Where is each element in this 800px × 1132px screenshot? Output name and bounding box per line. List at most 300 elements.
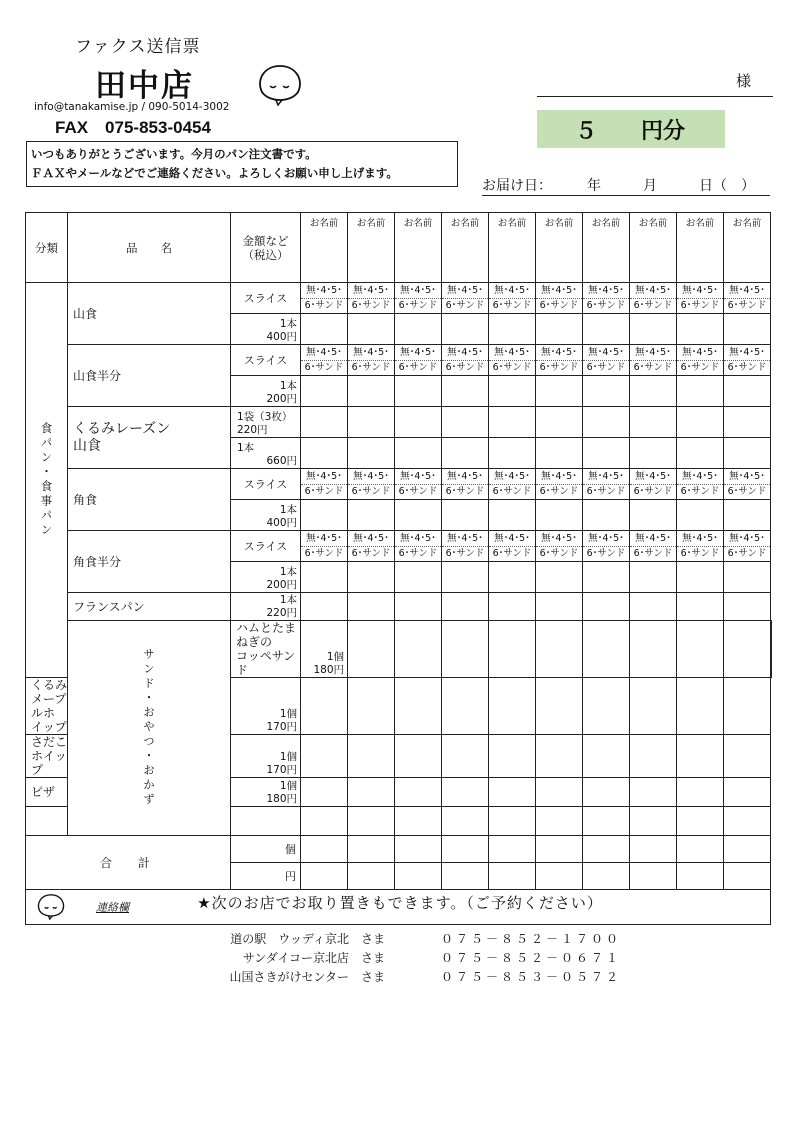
slice-option-cell[interactable] — [301, 283, 348, 314]
option-text-top: 無･4･5･ — [301, 532, 347, 547]
customer-name-header[interactable]: お名前 — [442, 213, 489, 283]
table-row — [26, 621, 772, 678]
order-cell[interactable] — [771, 621, 772, 678]
order-cell[interactable] — [583, 376, 630, 407]
order-cell[interactable] — [677, 376, 724, 407]
order-cell[interactable] — [724, 807, 771, 836]
option-text-top: 無･4･5･ — [489, 532, 535, 547]
order-cell[interactable] — [348, 863, 395, 890]
order-cell[interactable] — [630, 376, 677, 407]
order-cell[interactable] — [677, 407, 724, 438]
price-label: 220円 — [266, 607, 297, 619]
order-cell[interactable] — [301, 863, 348, 890]
order-cell[interactable] — [536, 778, 583, 807]
order-cell[interactable] — [724, 438, 771, 469]
slice-option-cell[interactable] — [395, 469, 442, 500]
order-cell[interactable] — [630, 621, 677, 678]
order-cell[interactable] — [489, 593, 536, 621]
order-cell[interactable] — [536, 407, 583, 438]
order-cell[interactable] — [536, 863, 583, 890]
option-text-bottom: 6･サンド — [445, 485, 485, 497]
option-text-bottom: 6･サンド — [445, 547, 485, 559]
option-text-top: 無･4･5･ — [348, 532, 394, 547]
table-row — [26, 213, 772, 283]
order-cell[interactable] — [301, 593, 348, 621]
order-cell[interactable] — [724, 500, 771, 531]
order-cell[interactable] — [677, 621, 724, 678]
order-cell[interactable] — [442, 562, 489, 593]
order-cell[interactable] — [583, 562, 630, 593]
slice-label: スライス — [231, 531, 301, 562]
customer-name-header[interactable]: お名前 — [724, 213, 771, 283]
order-cell[interactable] — [348, 500, 395, 531]
price-cell — [231, 407, 301, 438]
option-text-bottom: 6･サンド — [539, 547, 579, 559]
order-cell[interactable] — [677, 562, 724, 593]
store-phone: ０７５－８５２－１７００ — [441, 932, 622, 946]
order-cell[interactable] — [677, 778, 724, 807]
slice-option-cell[interactable] — [489, 531, 536, 562]
total-count-cell[interactable] — [630, 836, 677, 863]
option-text-bottom: 6･サンド — [680, 485, 720, 497]
unit-label: 1袋（3枚） — [237, 411, 293, 423]
order-cell[interactable] — [489, 500, 536, 531]
order-cell[interactable] — [489, 621, 536, 678]
option-text-bottom: 6･サンド — [351, 361, 391, 373]
order-cell[interactable] — [348, 376, 395, 407]
order-cell[interactable] — [677, 735, 724, 778]
option-text-bottom: 6･サンド — [351, 547, 391, 559]
order-cell[interactable] — [348, 807, 395, 836]
option-text-top: 無･4･5･ — [724, 346, 770, 361]
total-count-cell[interactable] — [395, 836, 442, 863]
option-text-top: 無･4･5･ — [348, 346, 394, 361]
order-cell[interactable] — [301, 407, 348, 438]
order-cell[interactable] — [536, 678, 583, 735]
slice-option-cell[interactable] — [677, 283, 724, 314]
order-cell[interactable] — [348, 621, 395, 678]
price-header: 金額など （税込） — [231, 213, 301, 283]
order-cell[interactable] — [677, 807, 724, 836]
slice-option-cell[interactable] — [536, 531, 583, 562]
order-cell[interactable] — [442, 863, 489, 890]
order-cell[interactable] — [536, 500, 583, 531]
unit-label: 1個 — [279, 780, 297, 792]
price-label: 660円 — [266, 455, 297, 467]
store-phone: ０７５－８５２－０６７１ — [441, 951, 622, 965]
slice-option-cell[interactable] — [536, 283, 583, 314]
order-cell[interactable] — [583, 807, 630, 836]
option-text-top: 無･4･5･ — [677, 470, 723, 485]
option-text-top: 無･4･5･ — [442, 284, 488, 299]
order-cell[interactable] — [301, 438, 348, 469]
order-cell[interactable] — [442, 314, 489, 345]
order-cell[interactable] — [630, 407, 677, 438]
slice-option-cell[interactable] — [536, 345, 583, 376]
unit-label: 1本 — [279, 318, 297, 330]
slice-option-cell[interactable] — [583, 531, 630, 562]
order-cell[interactable] — [489, 863, 536, 890]
item-name: 山食半分 — [68, 345, 231, 407]
slice-option-cell[interactable] — [489, 283, 536, 314]
customer-name-header[interactable]: お名前 — [489, 213, 536, 283]
order-cell[interactable] — [536, 562, 583, 593]
total-count-unit: 個 — [231, 836, 301, 863]
order-cell[interactable] — [442, 678, 489, 735]
total-count-cell[interactable] — [442, 836, 489, 863]
option-text-top: 無･4･5･ — [630, 346, 676, 361]
customer-name-header[interactable]: お名前 — [583, 213, 630, 283]
order-cell[interactable] — [442, 778, 489, 807]
order-cell[interactable] — [724, 863, 771, 890]
slice-option-cell[interactable] — [442, 531, 489, 562]
order-cell[interactable] — [348, 562, 395, 593]
order-cell[interactable] — [442, 376, 489, 407]
option-text-bottom: 6･サンド — [586, 547, 626, 559]
price-label: 200円 — [266, 579, 297, 591]
order-cell[interactable] — [724, 562, 771, 593]
order-cell[interactable] — [442, 807, 489, 836]
order-cell[interactable] — [301, 500, 348, 531]
order-cell[interactable] — [724, 778, 771, 807]
store-name: サンダイコー京北店 さま — [242, 951, 385, 965]
option-text-bottom: 6･サンド — [445, 299, 485, 311]
slice-option-cell[interactable] — [442, 345, 489, 376]
order-cell[interactable] — [630, 438, 677, 469]
option-text-bottom: 6･サンド — [398, 547, 438, 559]
store-row — [215, 968, 621, 987]
slice-option-cell[interactable] — [630, 531, 677, 562]
slice-option-cell[interactable] — [677, 531, 724, 562]
slice-option-cell[interactable] — [395, 283, 442, 314]
order-cell[interactable] — [489, 438, 536, 469]
price-cell — [231, 678, 301, 735]
slice-option-cell[interactable] — [442, 283, 489, 314]
order-cell[interactable] — [630, 678, 677, 735]
order-cell[interactable] — [301, 807, 348, 836]
order-cell[interactable] — [536, 438, 583, 469]
message-line-2: ＦＡＸやメールなどでご連絡ください。よろしくお願い申し上げます。 — [31, 166, 398, 180]
store-row — [215, 949, 621, 968]
order-cell[interactable] — [724, 735, 771, 778]
order-cell[interactable] — [630, 562, 677, 593]
order-cell[interactable] — [395, 807, 442, 836]
option-text-bottom: 6･サンド — [398, 485, 438, 497]
recipient-line[interactable] — [537, 96, 773, 97]
price-cell — [231, 735, 301, 778]
total-count-cell[interactable] — [583, 836, 630, 863]
order-cell[interactable] — [536, 593, 583, 621]
order-cell[interactable] — [536, 735, 583, 778]
customer-name-header[interactable]: お名前 — [630, 213, 677, 283]
store-name: 山国さきがけセンター さま — [229, 970, 385, 984]
order-cell[interactable] — [301, 678, 348, 735]
store-phone: ０７５－８５３－０５７２ — [441, 970, 622, 984]
order-cell[interactable] — [301, 735, 348, 778]
slice-option-cell[interactable] — [583, 283, 630, 314]
option-text-top: 無･4･5･ — [724, 532, 770, 547]
order-cell[interactable] — [301, 314, 348, 345]
order-cell[interactable] — [630, 593, 677, 621]
slice-label: スライス — [231, 469, 301, 500]
slice-option-cell[interactable] — [301, 345, 348, 376]
option-text-bottom: 6･サンド — [586, 299, 626, 311]
price-label: 200円 — [266, 393, 297, 405]
order-cell[interactable] — [583, 863, 630, 890]
order-cell[interactable] — [348, 593, 395, 621]
order-cell[interactable] — [583, 678, 630, 735]
option-text-bottom: 6･サンド — [304, 485, 344, 497]
order-cell[interactable] — [489, 778, 536, 807]
order-cell[interactable] — [395, 735, 442, 778]
order-cell[interactable] — [677, 678, 724, 735]
slice-option-cell[interactable] — [724, 345, 771, 376]
option-text-bottom: 6･サンド — [492, 361, 532, 373]
order-cell[interactable] — [489, 407, 536, 438]
slice-option-cell[interactable] — [348, 283, 395, 314]
order-cell[interactable] — [583, 621, 630, 678]
price-cell — [231, 778, 301, 807]
customer-name-header[interactable]: お名前 — [348, 213, 395, 283]
order-cell[interactable] — [348, 735, 395, 778]
price-label: 170円 — [266, 764, 297, 776]
total-count-cell[interactable] — [724, 836, 771, 863]
option-text-bottom: 6･サンド — [492, 485, 532, 497]
order-cell[interactable] — [395, 593, 442, 621]
order-cell[interactable] — [677, 438, 724, 469]
order-cell[interactable] — [489, 735, 536, 778]
order-cell[interactable] — [724, 593, 771, 621]
slice-option-cell[interactable] — [348, 469, 395, 500]
order-cell[interactable] — [630, 735, 677, 778]
option-text-top: 無･4･5･ — [583, 346, 629, 361]
order-cell[interactable] — [724, 376, 771, 407]
price-label: 400円 — [266, 331, 297, 343]
blank-price-cell[interactable] — [231, 807, 301, 836]
total-count-cell[interactable] — [489, 836, 536, 863]
contact-info: info@tanakamise.jp / 090-5014-3002 — [34, 101, 230, 113]
total-count-cell[interactable] — [536, 836, 583, 863]
unit-label: 1本 — [279, 380, 297, 392]
option-text-bottom: 6･サンド — [304, 361, 344, 373]
face-mascot-icon — [256, 62, 304, 110]
table-row — [26, 836, 772, 863]
option-text-top: 無･4･5･ — [489, 470, 535, 485]
total-count-cell[interactable] — [348, 836, 395, 863]
category-sand: サンド・おやつ・おかず — [68, 621, 231, 836]
order-cell[interactable] — [677, 500, 724, 531]
order-cell[interactable] — [395, 863, 442, 890]
customer-name-header[interactable]: お名前 — [677, 213, 724, 283]
order-cell[interactable] — [395, 621, 442, 678]
option-text-bottom: 6･サンド — [633, 547, 673, 559]
pickup-store-list — [215, 930, 621, 987]
option-text-bottom: 6･サンド — [445, 361, 485, 373]
table-row — [26, 469, 772, 500]
store-row — [215, 930, 621, 949]
order-cell[interactable] — [395, 314, 442, 345]
slice-option-cell[interactable] — [630, 283, 677, 314]
slice-option-cell[interactable] — [489, 345, 536, 376]
order-cell[interactable] — [583, 314, 630, 345]
slice-option-cell[interactable] — [489, 469, 536, 500]
category-bread: 食パン・食事パン — [26, 283, 68, 678]
item-name: さだこホイップ — [26, 735, 68, 778]
order-cell[interactable] — [630, 863, 677, 890]
order-cell[interactable] — [724, 407, 771, 438]
unit-label: 1個 — [279, 751, 297, 763]
order-cell[interactable] — [677, 863, 724, 890]
slice-option-cell[interactable] — [395, 531, 442, 562]
slice-option-cell[interactable] — [630, 469, 677, 500]
option-text-bottom: 6･サンド — [680, 299, 720, 311]
option-text-bottom: 6･サンド — [398, 361, 438, 373]
item-name: くるみメープルホイップ — [26, 678, 68, 735]
order-cell[interactable] — [442, 500, 489, 531]
order-cell[interactable] — [677, 593, 724, 621]
order-cell[interactable] — [442, 438, 489, 469]
order-cell[interactable] — [630, 314, 677, 345]
option-text-top: 無･4･5･ — [677, 346, 723, 361]
order-cell[interactable] — [442, 593, 489, 621]
order-table — [25, 212, 772, 925]
order-cell[interactable] — [630, 778, 677, 807]
customer-name-header[interactable]: お名前 — [395, 213, 442, 283]
order-cell[interactable] — [395, 778, 442, 807]
option-text-top: 無･4･5･ — [395, 470, 441, 485]
order-cell[interactable] — [630, 500, 677, 531]
order-cell[interactable] — [677, 314, 724, 345]
order-cell[interactable] — [348, 438, 395, 469]
order-cell[interactable] — [489, 562, 536, 593]
slice-option-cell[interactable] — [536, 469, 583, 500]
option-text-top: 無･4･5･ — [630, 532, 676, 547]
order-cell[interactable] — [536, 376, 583, 407]
order-cell[interactable] — [395, 407, 442, 438]
order-cell[interactable] — [536, 621, 583, 678]
slice-option-cell[interactable] — [677, 345, 724, 376]
unit-label: 1本 — [237, 442, 255, 454]
order-cell[interactable] — [724, 314, 771, 345]
order-cell[interactable] — [395, 500, 442, 531]
order-cell[interactable] — [583, 778, 630, 807]
order-cell[interactable] — [348, 314, 395, 345]
total-count-cell[interactable] — [301, 836, 348, 863]
order-cell[interactable] — [301, 778, 348, 807]
order-cell[interactable] — [442, 407, 489, 438]
slice-option-cell[interactable] — [442, 469, 489, 500]
total-label: 合計 — [26, 836, 231, 890]
option-text-top: 無･4･5･ — [677, 532, 723, 547]
customer-name-header[interactable]: お名前 — [301, 213, 348, 283]
option-text-top: 無･4･5･ — [301, 284, 347, 299]
order-cell[interactable] — [395, 438, 442, 469]
slice-option-cell[interactable] — [301, 469, 348, 500]
order-cell[interactable] — [348, 678, 395, 735]
order-cell[interactable] — [395, 376, 442, 407]
slice-option-cell[interactable] — [724, 469, 771, 500]
option-text-bottom: 6･サンド — [680, 547, 720, 559]
table-row — [26, 283, 772, 314]
price-label: 180円 — [313, 664, 344, 676]
option-text-top: 無･4･5･ — [301, 470, 347, 485]
slice-option-cell[interactable] — [724, 283, 771, 314]
order-cell[interactable] — [583, 500, 630, 531]
order-cell[interactable] — [395, 678, 442, 735]
table-row — [26, 531, 772, 562]
option-text-top: 無･4･5･ — [630, 284, 676, 299]
option-text-bottom: 6･サンド — [680, 361, 720, 373]
option-text-bottom: 6･サンド — [727, 361, 767, 373]
option-text-top: 無･4･5･ — [301, 346, 347, 361]
slice-option-cell[interactable] — [724, 531, 771, 562]
slice-option-cell[interactable] — [395, 345, 442, 376]
option-text-top: 無･4･5･ — [583, 532, 629, 547]
customer-name-header[interactable]: お名前 — [536, 213, 583, 283]
order-cell[interactable] — [301, 562, 348, 593]
price-cell — [231, 593, 301, 621]
order-cell[interactable] — [442, 735, 489, 778]
order-cell[interactable] — [489, 376, 536, 407]
price-cell — [231, 314, 301, 345]
slice-option-cell[interactable] — [677, 469, 724, 500]
order-cell[interactable] — [489, 678, 536, 735]
blank-item-cell[interactable] — [26, 807, 68, 836]
slice-option-cell[interactable] — [583, 469, 630, 500]
delivery-date-field[interactable]: お届け日： 年 月 日（ ） — [482, 175, 770, 196]
order-cell[interactable] — [583, 407, 630, 438]
slice-option-cell[interactable] — [348, 531, 395, 562]
slice-option-cell[interactable] — [630, 345, 677, 376]
unit-label: 1個 — [326, 651, 344, 663]
slice-option-cell[interactable] — [583, 345, 630, 376]
price-label: 180円 — [266, 793, 297, 805]
order-cell[interactable] — [489, 314, 536, 345]
item-name: くるみレーズン 山食 — [68, 407, 231, 469]
shop-name: 田中店 — [95, 68, 194, 104]
order-cell[interactable] — [583, 735, 630, 778]
order-cell[interactable] — [489, 807, 536, 836]
order-cell[interactable] — [348, 407, 395, 438]
table-row — [26, 345, 772, 376]
order-cell[interactable] — [630, 807, 677, 836]
option-text-top: 無･4･5･ — [630, 470, 676, 485]
option-text-bottom: 6･サンド — [727, 547, 767, 559]
item-name: 山食 — [68, 283, 231, 345]
order-cell[interactable] — [536, 314, 583, 345]
total-count-cell[interactable] — [677, 836, 724, 863]
order-cell[interactable] — [536, 807, 583, 836]
order-cell[interactable] — [724, 678, 771, 735]
option-text-top: 無･4･5･ — [536, 346, 582, 361]
slice-option-cell[interactable] — [301, 531, 348, 562]
option-text-top: 無･4･5･ — [536, 532, 582, 547]
order-cell[interactable] — [583, 593, 630, 621]
order-cell[interactable] — [442, 621, 489, 678]
order-cell[interactable] — [348, 778, 395, 807]
item-name: ハムとたまねぎの コッペサンド — [231, 621, 301, 678]
order-cell[interactable] — [301, 376, 348, 407]
option-text-top: 無･4･5･ — [395, 532, 441, 547]
note-label: 連絡欄 — [96, 901, 129, 914]
order-cell[interactable] — [724, 621, 771, 678]
order-cell[interactable] — [395, 562, 442, 593]
slice-option-cell[interactable] — [348, 345, 395, 376]
slice-label: スライス — [231, 345, 301, 376]
slice-label: スライス — [231, 283, 301, 314]
option-text-top: 無･4･5･ — [724, 470, 770, 485]
order-cell[interactable] — [583, 438, 630, 469]
